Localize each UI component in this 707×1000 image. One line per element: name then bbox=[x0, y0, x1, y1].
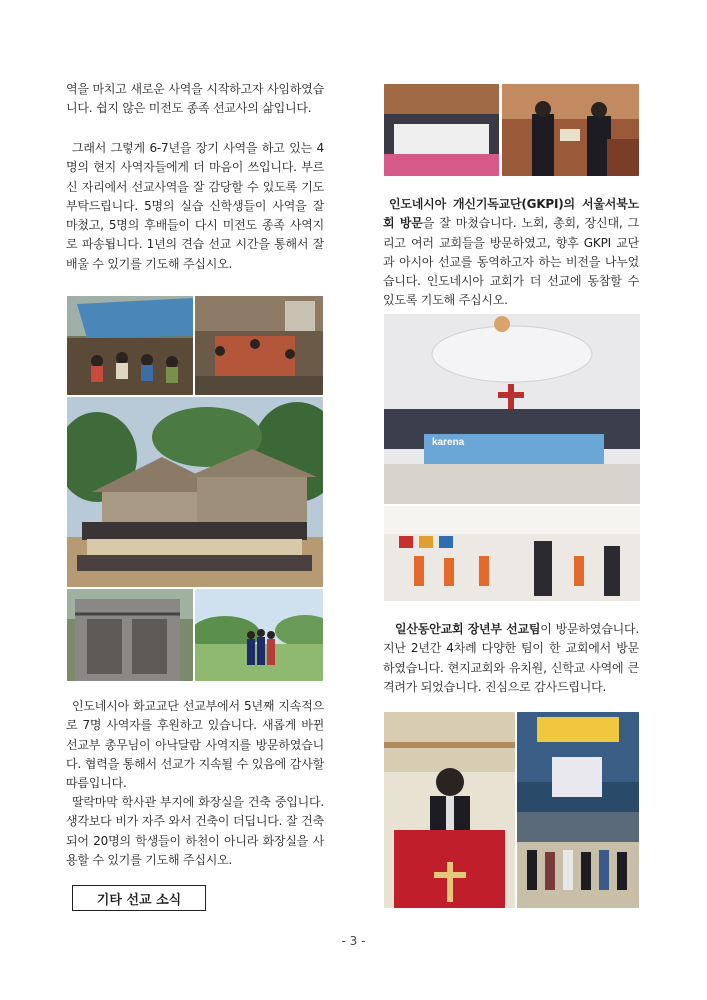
photo-gkpi-group bbox=[384, 84, 499, 176]
photo-students-field bbox=[195, 589, 323, 681]
photo-preacher-pulpit bbox=[384, 712, 515, 908]
left-paragraph-4: 딸락마막 학사관 부지에 화장실을 건축 중입니다. 생각보다 비가 자주 와서 건축이 더딥니다. 잘 건축되어 20명의 학생들이 하천이 아니라 화장실을 사용할 수 있기를 기도해 주십시오. bbox=[66, 795, 324, 867]
ilsan-team-text: 이 방문하였습니다. 지난 2년간 4차례 다양한 팀이 한 교회에서 방문하였습니다. 현지교회와 유치원, 신학교 사역에 큰 격려가 되었습니다. 진심으로 감사드립니다. bbox=[383, 622, 639, 694]
section-heading-other-news: 기타 선교 소식 bbox=[72, 885, 206, 911]
left-paragraph-2: 그래서 그렇게 6-7년을 장기 사역을 하고 있는 4명의 현지 사역자들에게 더 마음이 쓰입니다. 부르신 자리에서 선교사역을 잘 감당할 수 있도록 기도 부탁드립니다. 5명의 실습 신학생들이 사역을 잘 마쳤고, 5명의 후배들이 다시 미전도 종족 사역지로 파송됩니다. 1년의 견습 선교 시간을 통해서 잘 배울 수 있기를 기도해 주십시오. bbox=[66, 141, 324, 271]
gkpi-visit-title: 인도네시아 개신기독교단(GKPI)의 서울서북노회 방문 bbox=[383, 197, 639, 231]
photo-tent-gathering bbox=[67, 296, 193, 395]
photo-group-house bbox=[67, 397, 323, 587]
photo-construction bbox=[67, 589, 193, 681]
photo-children-dance bbox=[384, 506, 640, 601]
ilsan-team-title: 일산동안교회 장년부 선교팀 bbox=[395, 622, 541, 636]
photo-church-group-banner bbox=[384, 314, 640, 504]
photo-gift-exchange bbox=[502, 84, 639, 176]
left-paragraph-1: 역을 마치고 새로운 사역을 시작하고자 사임하였습니다. 쉽지 않은 미전도 종족 선교사의 삶입니다. bbox=[66, 82, 324, 116]
right-paragraph-1 bbox=[383, 195, 639, 311]
banner-karena-text: karena bbox=[432, 437, 465, 448]
gkpi-visit-text: 을 잘 마쳤습니다. 노회, 총회, 장신대, 그리고 여러 교회들을 방문하였고, 향후 GKPI 교단과 아시아 선교를 동역하고자 하는 비전을 나누었습니다. 인도네시아 교회가 더 선교에 동참할 수 있도록 기도해 주십시오. bbox=[383, 216, 639, 308]
photo-indoor-meeting bbox=[195, 296, 323, 395]
left-paragraph-3: 인도네시아 화교교단 선교부에서 5년째 지속적으로 7명 사역자를 후원하고 있습니다. 새롭게 바뀐 선교부 총무님이 아낙달람 사역지를 방문하였습니다. 협력을 통해서 선교가 지속될 수 있음에 감사할 따름입니다. bbox=[66, 699, 324, 791]
page-number: - 3 - bbox=[341, 934, 366, 948]
photo-church-stage-group bbox=[517, 712, 639, 908]
right-paragraph-2 bbox=[383, 620, 639, 697]
